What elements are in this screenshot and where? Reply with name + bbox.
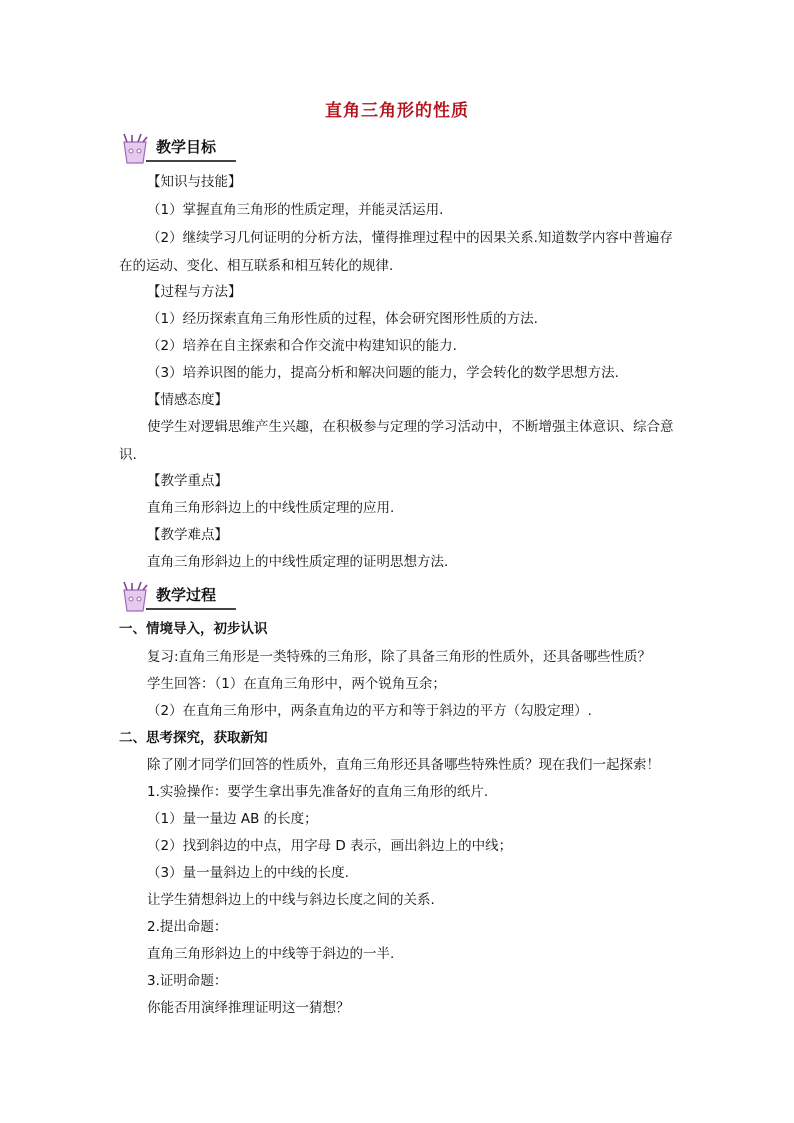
section-banner-objectives xyxy=(118,132,236,166)
heading-attitude: 【情感态度】 xyxy=(147,392,228,408)
paragraph: （2）继续学习几何证明的分析方法，懂得推理过程中的因果关系.知道数学内容中普遍存在的运动、变化、相互联系和相互转化的规律. xyxy=(119,230,673,274)
paragraph: 3.证明命题： xyxy=(147,973,228,989)
paragraph: （3）培养识图的能力，提高分析和解决问题的能力，学会转化的数学思想方法. xyxy=(147,365,619,381)
paragraph: （2）在直角三角形中，两条直角边的平方和等于斜边的平方（勾股定理）. xyxy=(147,703,592,719)
paragraph: （1）掌握直角三角形的性质定理，并能灵活运用. xyxy=(147,202,444,218)
paragraph: 直角三角形斜边上的中线性质定理的应用. xyxy=(147,500,395,516)
heading-knowledge-skills: 【知识与技能】 xyxy=(147,174,242,190)
paragraph: 除了刚才同学们回答的性质外，直角三角形还具备哪些特殊性质？现在我们一起探索！ xyxy=(147,757,660,773)
banner-label: 教学目标 xyxy=(156,138,217,156)
banner-underline xyxy=(146,608,236,610)
paragraph: （1）经历探索直角三角形性质的过程，体会研究图形性质的方法. xyxy=(147,311,538,327)
banner-underline xyxy=(146,160,236,162)
heading-difficulty: 【教学难点】 xyxy=(147,527,228,543)
paragraph: （2）培养在自主探索和合作交流中构建知识的能力. xyxy=(147,338,457,354)
paragraph: 2.提出命题： xyxy=(147,919,228,935)
paragraph: （3）量一量斜边上的中线的长度. xyxy=(147,865,349,881)
paragraph: （1）量一量边 AB 的长度； xyxy=(147,811,318,827)
paragraph: 让学生猜想斜边上的中线与斜边长度之间的关系. xyxy=(147,892,435,908)
paragraph: 1.实验操作：要学生拿出事先准备好的直角三角形的纸片. xyxy=(147,784,489,800)
paragraph: 使学生对逻辑思维产生兴趣，在积极参与定理的学习活动中，不断增强主体意识、综合意识. xyxy=(119,419,674,463)
section-heading-1: 一、情境导入，初步认识 xyxy=(119,621,268,637)
paragraph: 直角三角形斜边上的中线性质定理的证明思想方法. xyxy=(147,554,449,570)
paragraph: 学生回答：（1）在直角三角形中，两个锐角互余； xyxy=(147,676,446,692)
document-title: 直角三角形的性质 xyxy=(325,101,469,121)
section-heading-2: 二、思考探究，获取新知 xyxy=(119,730,268,746)
paragraph: 你能否用演绎推理证明这一猜想？ xyxy=(147,1000,350,1016)
paragraph: 复习:直角三角形是一类特殊的三角形，除了具备三角形的性质外，还具备哪些性质？ xyxy=(147,649,652,665)
heading-key-point: 【教学重点】 xyxy=(147,473,228,489)
section-banner-process xyxy=(118,580,236,614)
paragraph: （2）找到斜边的中点，用字母 D 表示，画出斜边上的中线； xyxy=(147,838,513,854)
heading-process-method: 【过程与方法】 xyxy=(147,284,242,300)
paragraph: 直角三角形斜边上的中线等于斜边的一半. xyxy=(147,946,395,962)
banner-label: 教学过程 xyxy=(156,586,217,604)
